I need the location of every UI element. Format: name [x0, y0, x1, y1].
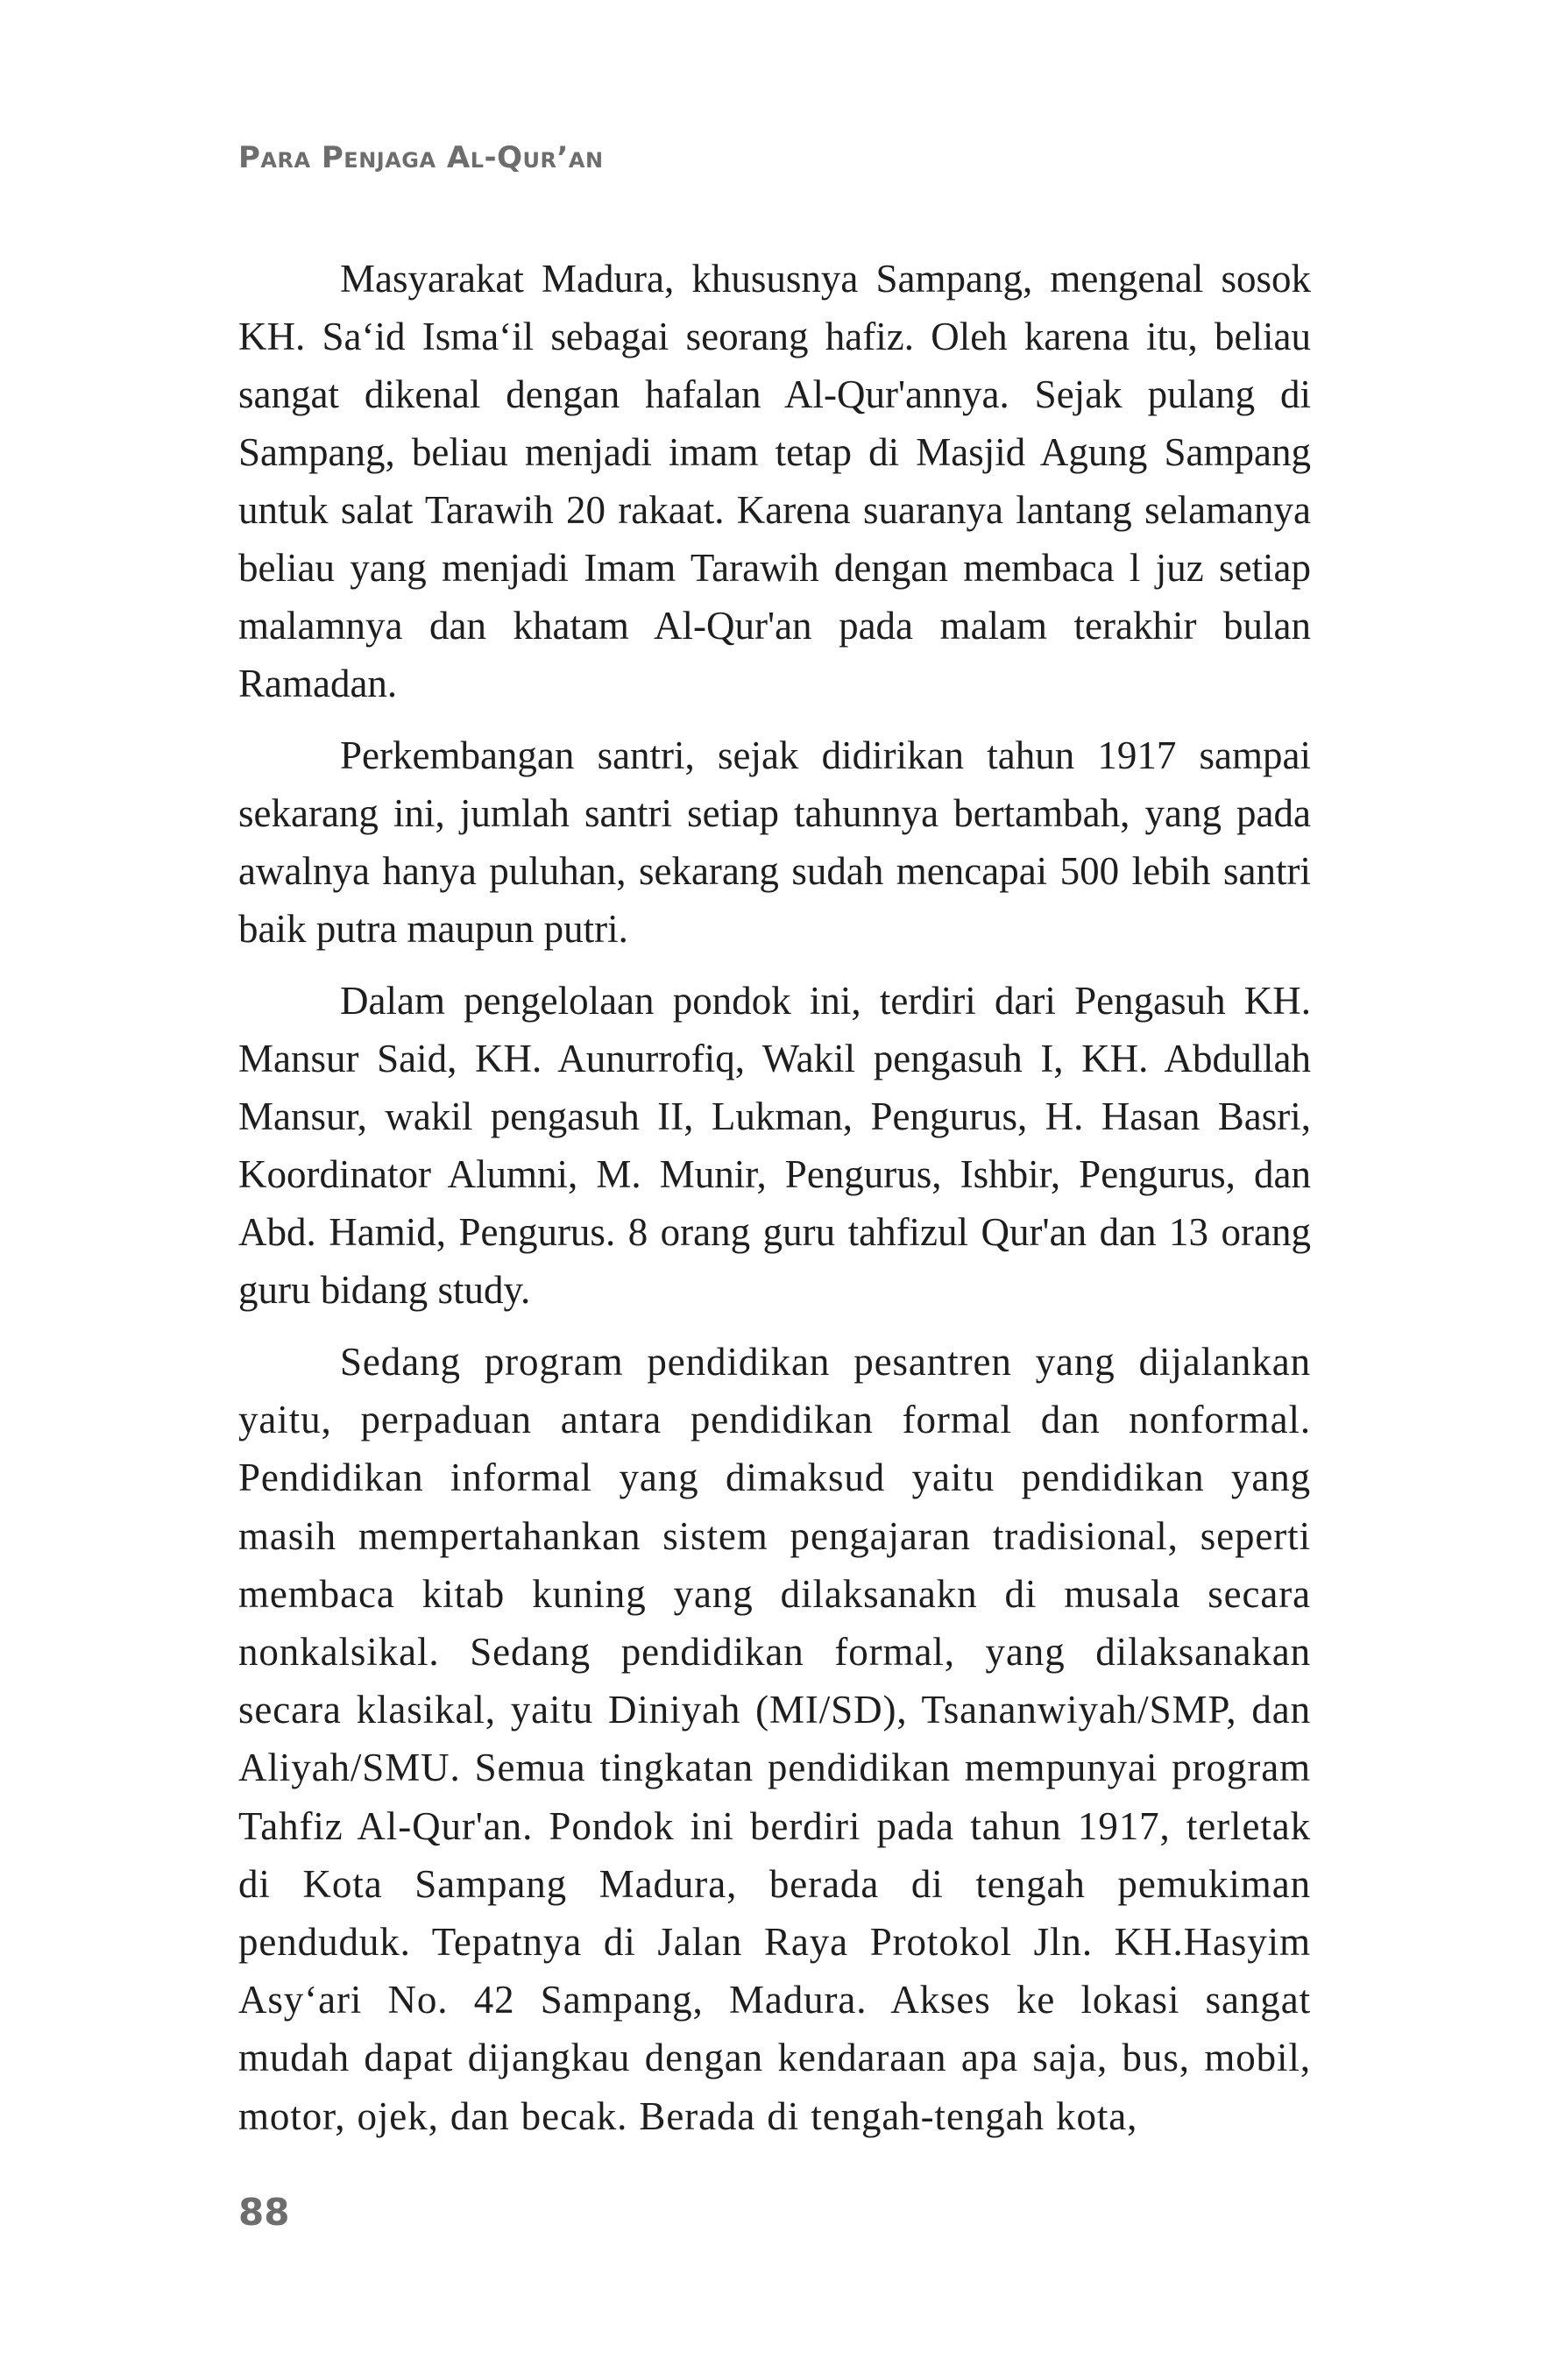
paragraph-management: Dalam pengelolaan pondok ini, terdiri dari Pengasuh KH. Mansur Said, KH. Aunurrofiq, Wakil pengasuh I, KH. Abdullah Mansur, wakil pengasuh II, Lukman, Pengurus, H. Hasan Basri, Koordinator Alumni, M. Munir, Pengurus, Ishbir, Pengurus, dan Abd. Hamid, Pengurus. 8 orang guru tahfizul Qur'an dan 13 orang guru bidang study.	[238, 979, 1311, 1312]
paragraph-hafiz: Masyarakat Madura, khususnya Sampang, mengenal sosok KH. Sa‘id Isma‘il sebagai seorang hafiz. Oleh karena itu, beliau sangat dikenal dengan hafalan Al-Qur'annya. Sejak pulang di Sampang, beliau menjadi imam tetap di Masjid Agung Sampang untuk salat Tarawih 20 rakaat. Karena suaranya lantang selamanya beliau yang menjadi Imam Tarawih dengan membaca l juz setiap malamnya dan khatam Al-Qur'an pada malam terakhir bulan Ramadan.	[238, 257, 1311, 705]
running-header: Para Penjaga Al-Qur’an	[238, 140, 604, 175]
page-number: 88	[238, 2191, 290, 2234]
page-body	[238, 250, 1311, 2145]
paragraph-education-program: Sedang program pendidikan pesantren yang dijalankan yaitu, perpaduan antara pendidikan formal dan nonformal. Pendidikan informal yang dimaksud yaitu pendidikan yang masih mempertahankan sistem pengajaran tradisional, seperti membaca kitab kuning yang dilaksanakn di musala secara nonkalsikal. Sedang pendidikan formal, yang dilaksanakan secara klasikal, yaitu Diniyah (MI/SD), Tsananwiyah/SMP, dan Aliyah/SMU. Semua tingkatan pendidikan mempunyai program Tahfiz Al-Qur'an. Pondok ini berdiri pada tahun 1917, terletak di Kota Sampang Madura, berada di tengah pemukiman penduduk. Tepatnya di Jalan Raya Protokol Jln. KH.Hasyim Asy‘ari No. 42 Sampang, Madura. Akses ke lokasi sangat mudah dapat dijangkau dengan kendaraan apa saja, bus, mobil, motor, ojek, dan becak. Berada di tengah-tengah kota,	[238, 1340, 1311, 2138]
paragraph-santri-growth: Perkembangan santri, sejak didirikan tahun 1917 sampai sekarang ini, jumlah santri setiap tahunnya bertambah, yang pada awalnya hanya puluhan, sekarang sudah mencapai 500 lebih santri baik putra maupun putri.	[238, 733, 1311, 951]
